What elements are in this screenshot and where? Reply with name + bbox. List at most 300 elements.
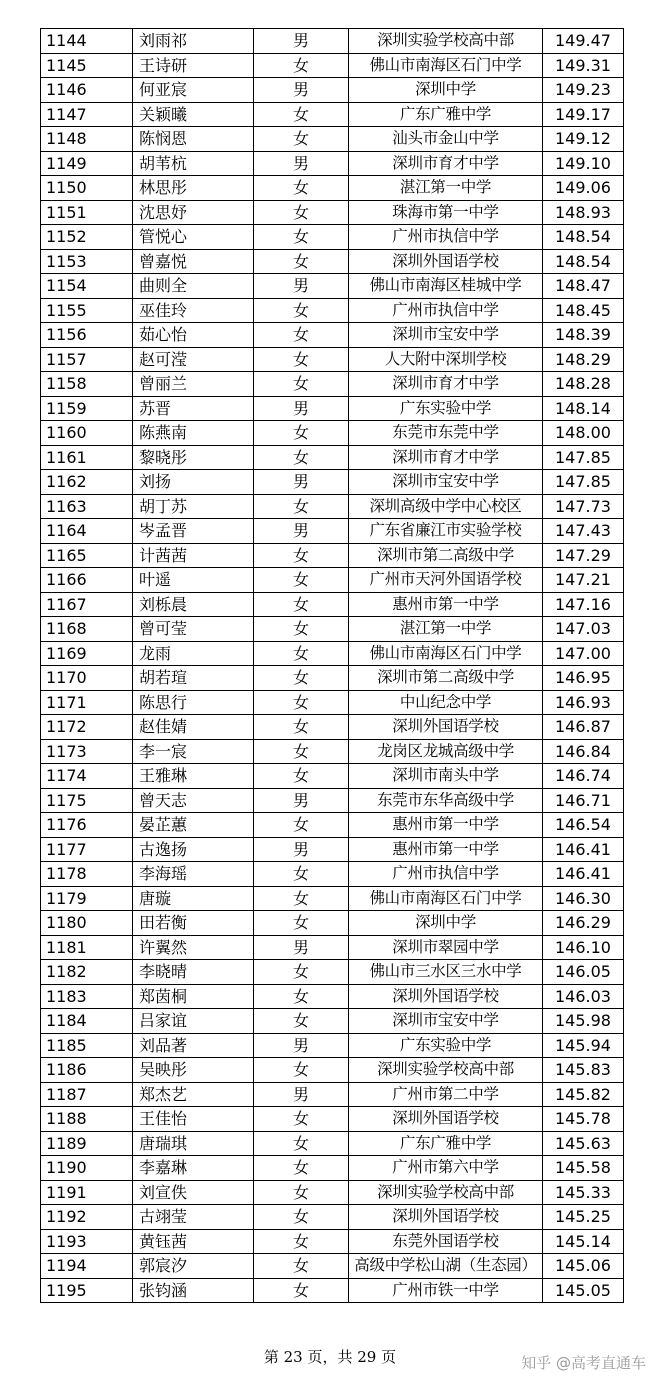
cell-school: 深圳市翠园中学 <box>349 935 543 960</box>
cell-name: 曾可莹 <box>133 617 254 642</box>
cell-school: 惠州市第一中学 <box>349 837 543 862</box>
cell-school: 深圳市育才中学 <box>349 151 543 176</box>
cell-gender: 女 <box>254 764 349 789</box>
cell-name: 龙雨 <box>133 641 254 666</box>
watermark: 知乎 @高考直通车 <box>521 1354 646 1372</box>
cell-gender: 女 <box>254 739 349 764</box>
table-row <box>41 200 624 225</box>
cell-school: 佛山市南海区桂城中学 <box>349 274 543 299</box>
table-row <box>41 886 624 911</box>
cell-name: 陈思行 <box>133 690 254 715</box>
cell-school: 高级中学松山湖（生态园） <box>349 1254 543 1279</box>
cell-gender: 女 <box>254 715 349 740</box>
cell-number: 1180 <box>41 911 133 936</box>
table-row <box>41 347 624 372</box>
cell-score: 145.33 <box>543 1180 624 1205</box>
table-row <box>41 1107 624 1132</box>
cell-school: 人大附中深圳学校 <box>349 347 543 372</box>
cell-score: 148.54 <box>543 249 624 274</box>
cell-gender: 女 <box>254 666 349 691</box>
cell-name: 刘品著 <box>133 1033 254 1058</box>
table-row <box>41 127 624 152</box>
cell-number: 1168 <box>41 617 133 642</box>
cell-school: 深圳市第二高级中学 <box>349 666 543 691</box>
cell-number: 1177 <box>41 837 133 862</box>
cell-school: 广东实验中学 <box>349 1033 543 1058</box>
cell-gender: 男 <box>254 935 349 960</box>
cell-number: 1185 <box>41 1033 133 1058</box>
cell-score: 146.84 <box>543 739 624 764</box>
cell-gender: 女 <box>254 1009 349 1034</box>
cell-score: 146.03 <box>543 984 624 1009</box>
cell-name: 吴映彤 <box>133 1058 254 1083</box>
cell-gender: 女 <box>254 1205 349 1230</box>
table-row <box>41 372 624 397</box>
cell-name: 王佳怡 <box>133 1107 254 1132</box>
cell-score: 149.31 <box>543 53 624 78</box>
cell-score: 146.71 <box>543 788 624 813</box>
page-footer: 第 23 页，共 29 页 <box>263 1348 397 1366</box>
cell-number: 1158 <box>41 372 133 397</box>
cell-name: 胡苇杭 <box>133 151 254 176</box>
cell-number: 1155 <box>41 298 133 323</box>
cell-number: 1157 <box>41 347 133 372</box>
cell-number: 1193 <box>41 1229 133 1254</box>
cell-gender: 女 <box>254 984 349 1009</box>
cell-school: 龙岗区龙城高级中学 <box>349 739 543 764</box>
cell-name: 古逸扬 <box>133 837 254 862</box>
cell-name: 林思彤 <box>133 176 254 201</box>
cell-school: 深圳高级中学中心校区 <box>349 494 543 519</box>
table-row <box>41 445 624 470</box>
cell-number: 1163 <box>41 494 133 519</box>
table-row <box>41 1082 624 1107</box>
cell-gender: 女 <box>254 813 349 838</box>
cell-score: 148.93 <box>543 200 624 225</box>
cell-score: 147.03 <box>543 617 624 642</box>
cell-number: 1195 <box>41 1278 133 1303</box>
cell-number: 1170 <box>41 666 133 691</box>
cell-name: 黄钰茜 <box>133 1229 254 1254</box>
cell-score: 146.87 <box>543 715 624 740</box>
table-row <box>41 102 624 127</box>
cell-score: 145.63 <box>543 1131 624 1156</box>
cell-school: 深圳市第二高级中学 <box>349 543 543 568</box>
cell-score: 149.47 <box>543 29 624 54</box>
cell-gender: 男 <box>254 1033 349 1058</box>
cell-school: 东莞外国语学校 <box>349 1229 543 1254</box>
cell-score: 146.41 <box>543 837 624 862</box>
table-row <box>41 53 624 78</box>
cell-score: 145.94 <box>543 1033 624 1058</box>
cell-gender: 女 <box>254 543 349 568</box>
cell-school: 湛江第一中学 <box>349 617 543 642</box>
table-row <box>41 1156 624 1181</box>
cell-score: 145.05 <box>543 1278 624 1303</box>
cell-score: 146.10 <box>543 935 624 960</box>
cell-score: 148.45 <box>543 298 624 323</box>
cell-score: 147.21 <box>543 568 624 593</box>
cell-number: 1149 <box>41 151 133 176</box>
cell-school: 深圳市宝安中学 <box>349 1009 543 1034</box>
cell-name: 何亚宸 <box>133 78 254 103</box>
cell-school: 深圳市南头中学 <box>349 764 543 789</box>
cell-name: 胡若瑄 <box>133 666 254 691</box>
cell-school: 惠州市第一中学 <box>349 592 543 617</box>
cell-school: 东莞市东莞中学 <box>349 421 543 446</box>
cell-school: 东莞市东华高级中学 <box>349 788 543 813</box>
table-row <box>41 29 624 54</box>
cell-school: 深圳市宝安中学 <box>349 470 543 495</box>
table-row <box>41 984 624 1009</box>
cell-school: 广东实验中学 <box>349 396 543 421</box>
cell-gender: 女 <box>254 960 349 985</box>
cell-school: 佛山市南海区石门中学 <box>349 641 543 666</box>
cell-gender: 男 <box>254 78 349 103</box>
cell-school: 深圳市宝安中学 <box>349 323 543 348</box>
cell-name: 岑孟晋 <box>133 519 254 544</box>
table-row <box>41 641 624 666</box>
table-row <box>41 837 624 862</box>
cell-score: 149.12 <box>543 127 624 152</box>
cell-score: 146.95 <box>543 666 624 691</box>
cell-number: 1167 <box>41 592 133 617</box>
cell-gender: 女 <box>254 1058 349 1083</box>
cell-name: 郑杰艺 <box>133 1082 254 1107</box>
cell-score: 145.82 <box>543 1082 624 1107</box>
table-row <box>41 592 624 617</box>
cell-number: 1188 <box>41 1107 133 1132</box>
cell-number: 1194 <box>41 1254 133 1279</box>
cell-name: 陈燕南 <box>133 421 254 446</box>
cell-name: 叶遥 <box>133 568 254 593</box>
cell-number: 1160 <box>41 421 133 446</box>
cell-name: 赵佳婧 <box>133 715 254 740</box>
table-row <box>41 298 624 323</box>
cell-name: 李晓晴 <box>133 960 254 985</box>
cell-school: 广州市执信中学 <box>349 298 543 323</box>
cell-school: 惠州市第一中学 <box>349 813 543 838</box>
table-row <box>41 421 624 446</box>
cell-score: 146.05 <box>543 960 624 985</box>
table-row <box>41 1058 624 1083</box>
results-table <box>40 28 624 1303</box>
cell-number: 1152 <box>41 225 133 250</box>
cell-number: 1159 <box>41 396 133 421</box>
cell-school: 深圳实验学校高中部 <box>349 1058 543 1083</box>
cell-gender: 女 <box>254 127 349 152</box>
cell-score: 147.73 <box>543 494 624 519</box>
cell-school: 湛江第一中学 <box>349 176 543 201</box>
cell-score: 149.23 <box>543 78 624 103</box>
cell-gender: 男 <box>254 1082 349 1107</box>
cell-number: 1166 <box>41 568 133 593</box>
cell-score: 146.30 <box>543 886 624 911</box>
cell-name: 沈思妤 <box>133 200 254 225</box>
cell-number: 1191 <box>41 1180 133 1205</box>
cell-gender: 女 <box>254 53 349 78</box>
cell-score: 146.29 <box>543 911 624 936</box>
table-row <box>41 151 624 176</box>
cell-name: 古翊莹 <box>133 1205 254 1230</box>
cell-score: 148.54 <box>543 225 624 250</box>
table-row <box>41 176 624 201</box>
cell-school: 深圳实验学校高中部 <box>349 1180 543 1205</box>
cell-gender: 女 <box>254 1278 349 1303</box>
cell-number: 1179 <box>41 886 133 911</box>
cell-gender: 女 <box>254 911 349 936</box>
cell-name: 赵可滢 <box>133 347 254 372</box>
cell-number: 1187 <box>41 1082 133 1107</box>
cell-number: 1182 <box>41 960 133 985</box>
table-row <box>41 519 624 544</box>
cell-number: 1162 <box>41 470 133 495</box>
table-row <box>41 617 624 642</box>
cell-score: 147.29 <box>543 543 624 568</box>
cell-name: 管悦心 <box>133 225 254 250</box>
cell-gender: 女 <box>254 690 349 715</box>
cell-score: 148.28 <box>543 372 624 397</box>
table-row <box>41 764 624 789</box>
cell-gender: 女 <box>254 1229 349 1254</box>
cell-name: 晏芷蕙 <box>133 813 254 838</box>
cell-gender: 女 <box>254 347 349 372</box>
cell-name: 郑茵桐 <box>133 984 254 1009</box>
cell-gender: 女 <box>254 568 349 593</box>
table-row <box>41 935 624 960</box>
cell-number: 1147 <box>41 102 133 127</box>
cell-number: 1183 <box>41 984 133 1009</box>
cell-number: 1173 <box>41 739 133 764</box>
cell-name: 李海瑶 <box>133 862 254 887</box>
cell-name: 刘扬 <box>133 470 254 495</box>
cell-gender: 女 <box>254 494 349 519</box>
cell-gender: 女 <box>254 1180 349 1205</box>
cell-gender: 女 <box>254 298 349 323</box>
table-row <box>41 78 624 103</box>
cell-gender: 女 <box>254 249 349 274</box>
table-row <box>41 739 624 764</box>
cell-score: 149.10 <box>543 151 624 176</box>
table-row <box>41 1254 624 1279</box>
cell-number: 1165 <box>41 543 133 568</box>
cell-name: 曾丽兰 <box>133 372 254 397</box>
cell-gender: 女 <box>254 225 349 250</box>
cell-score: 147.43 <box>543 519 624 544</box>
table-row <box>41 1205 624 1230</box>
cell-score: 146.41 <box>543 862 624 887</box>
cell-number: 1156 <box>41 323 133 348</box>
table-row <box>41 1180 624 1205</box>
table-row <box>41 690 624 715</box>
cell-gender: 女 <box>254 1156 349 1181</box>
cell-number: 1192 <box>41 1205 133 1230</box>
cell-name: 许翼然 <box>133 935 254 960</box>
cell-name: 曲则全 <box>133 274 254 299</box>
cell-name: 关颖曦 <box>133 102 254 127</box>
cell-school: 广州市执信中学 <box>349 225 543 250</box>
cell-number: 1150 <box>41 176 133 201</box>
cell-number: 1190 <box>41 1156 133 1181</box>
cell-school: 佛山市三水区三水中学 <box>349 960 543 985</box>
cell-number: 1175 <box>41 788 133 813</box>
cell-number: 1178 <box>41 862 133 887</box>
cell-score: 145.83 <box>543 1058 624 1083</box>
cell-gender: 男 <box>254 396 349 421</box>
cell-name: 曾天志 <box>133 788 254 813</box>
cell-name: 李嘉琳 <box>133 1156 254 1181</box>
table-row <box>41 543 624 568</box>
cell-school: 汕头市金山中学 <box>349 127 543 152</box>
cell-name: 张钧涵 <box>133 1278 254 1303</box>
cell-name: 田若衡 <box>133 911 254 936</box>
cell-gender: 女 <box>254 372 349 397</box>
cell-name: 黎晓彤 <box>133 445 254 470</box>
cell-score: 145.25 <box>543 1205 624 1230</box>
cell-name: 曾嘉悦 <box>133 249 254 274</box>
table-row <box>41 862 624 887</box>
results-table-body <box>41 29 624 1303</box>
cell-name: 刘雨祁 <box>133 29 254 54</box>
cell-school: 深圳市育才中学 <box>349 372 543 397</box>
cell-gender: 男 <box>254 519 349 544</box>
cell-score: 145.98 <box>543 1009 624 1034</box>
cell-name: 苏晋 <box>133 396 254 421</box>
cell-gender: 男 <box>254 470 349 495</box>
cell-school: 中山纪念中学 <box>349 690 543 715</box>
cell-number: 1181 <box>41 935 133 960</box>
cell-school: 深圳实验学校高中部 <box>349 29 543 54</box>
cell-name: 李一宸 <box>133 739 254 764</box>
table-row <box>41 470 624 495</box>
cell-name: 王雅琳 <box>133 764 254 789</box>
cell-name: 唐瑞琪 <box>133 1131 254 1156</box>
cell-school: 佛山市南海区石门中学 <box>349 886 543 911</box>
cell-school: 广州市第六中学 <box>349 1156 543 1181</box>
cell-score: 148.39 <box>543 323 624 348</box>
cell-number: 1186 <box>41 1058 133 1083</box>
cell-score: 145.06 <box>543 1254 624 1279</box>
cell-gender: 女 <box>254 1107 349 1132</box>
cell-school: 广东省廉江市实验学校 <box>349 519 543 544</box>
cell-school: 广州市铁一中学 <box>349 1278 543 1303</box>
cell-number: 1151 <box>41 200 133 225</box>
cell-gender: 男 <box>254 29 349 54</box>
cell-gender: 女 <box>254 421 349 446</box>
cell-score: 148.14 <box>543 396 624 421</box>
cell-score: 148.00 <box>543 421 624 446</box>
table-row <box>41 911 624 936</box>
cell-score: 147.00 <box>543 641 624 666</box>
cell-number: 1164 <box>41 519 133 544</box>
cell-number: 1146 <box>41 78 133 103</box>
cell-number: 1172 <box>41 715 133 740</box>
cell-score: 149.06 <box>543 176 624 201</box>
cell-school: 广州市第二中学 <box>349 1082 543 1107</box>
cell-gender: 女 <box>254 200 349 225</box>
table-row <box>41 715 624 740</box>
cell-name: 胡丁苏 <box>133 494 254 519</box>
cell-gender: 女 <box>254 592 349 617</box>
cell-number: 1161 <box>41 445 133 470</box>
cell-name: 唐璇 <box>133 886 254 911</box>
table-row <box>41 788 624 813</box>
cell-name: 陈悯恩 <box>133 127 254 152</box>
cell-number: 1169 <box>41 641 133 666</box>
cell-school: 深圳中学 <box>349 78 543 103</box>
cell-gender: 女 <box>254 176 349 201</box>
table-row <box>41 1009 624 1034</box>
cell-number: 1145 <box>41 53 133 78</box>
cell-number: 1148 <box>41 127 133 152</box>
cell-name: 王诗研 <box>133 53 254 78</box>
cell-score: 148.29 <box>543 347 624 372</box>
cell-school: 深圳外国语学校 <box>349 1107 543 1132</box>
cell-score: 148.47 <box>543 274 624 299</box>
cell-gender: 女 <box>254 886 349 911</box>
cell-gender: 女 <box>254 862 349 887</box>
table-row <box>41 323 624 348</box>
cell-school: 深圳市育才中学 <box>349 445 543 470</box>
table-row <box>41 1229 624 1254</box>
cell-score: 146.74 <box>543 764 624 789</box>
cell-gender: 女 <box>254 641 349 666</box>
cell-number: 1144 <box>41 29 133 54</box>
cell-school: 佛山市南海区石门中学 <box>349 53 543 78</box>
cell-school: 广州市执信中学 <box>349 862 543 887</box>
cell-school: 深圳外国语学校 <box>349 249 543 274</box>
cell-number: 1176 <box>41 813 133 838</box>
table-row <box>41 568 624 593</box>
table-row <box>41 960 624 985</box>
table-row <box>41 1278 624 1303</box>
cell-number: 1153 <box>41 249 133 274</box>
table-row <box>41 813 624 838</box>
cell-name: 吕家谊 <box>133 1009 254 1034</box>
cell-school: 深圳外国语学校 <box>349 1205 543 1230</box>
cell-number: 1189 <box>41 1131 133 1156</box>
cell-school: 深圳中学 <box>349 911 543 936</box>
cell-score: 145.78 <box>543 1107 624 1132</box>
cell-gender: 女 <box>254 1254 349 1279</box>
cell-school: 广东广雅中学 <box>349 102 543 127</box>
cell-school: 珠海市第一中学 <box>349 200 543 225</box>
cell-gender: 女 <box>254 1131 349 1156</box>
cell-number: 1154 <box>41 274 133 299</box>
table-row <box>41 1131 624 1156</box>
cell-score: 149.17 <box>543 102 624 127</box>
cell-score: 146.54 <box>543 813 624 838</box>
cell-number: 1184 <box>41 1009 133 1034</box>
cell-gender: 男 <box>254 274 349 299</box>
cell-score: 147.85 <box>543 470 624 495</box>
cell-name: 茹心怡 <box>133 323 254 348</box>
cell-name: 巫佳玲 <box>133 298 254 323</box>
cell-gender: 女 <box>254 617 349 642</box>
cell-gender: 女 <box>254 102 349 127</box>
cell-name: 刘宣佚 <box>133 1180 254 1205</box>
table-row <box>41 396 624 421</box>
table-row <box>41 666 624 691</box>
cell-score: 146.93 <box>543 690 624 715</box>
cell-number: 1171 <box>41 690 133 715</box>
cell-score: 145.58 <box>543 1156 624 1181</box>
table-row <box>41 494 624 519</box>
cell-score: 147.16 <box>543 592 624 617</box>
cell-number: 1174 <box>41 764 133 789</box>
cell-school: 广东广雅中学 <box>349 1131 543 1156</box>
cell-name: 刘栎晨 <box>133 592 254 617</box>
